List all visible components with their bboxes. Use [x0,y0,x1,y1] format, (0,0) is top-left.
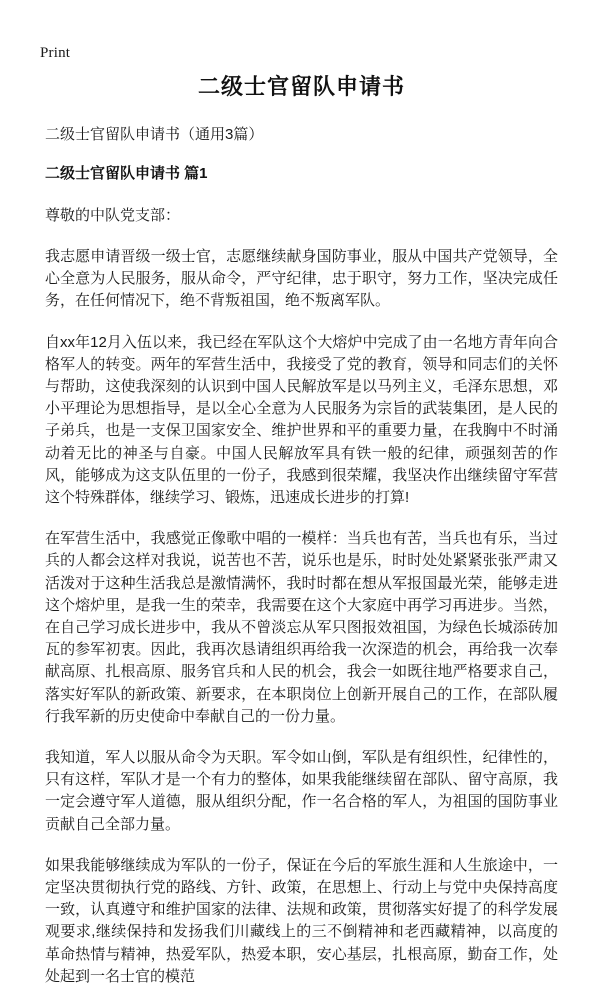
document-content [45,72,558,988]
print-label[interactable]: Print [40,45,71,61]
document-subtitle: 二级士官留队申请书（通用3篇） [45,126,264,143]
body-paragraph: 我知道，军人以服从命令为天职。军令如山倒，军队是有组织性，纪律性的，只有这样，军队才是一个有力的整体，如果我能继续留在部队、留守高原，我一定会遵守军人道德，服从组织分配，作一名合格的军人，为祖国的国防事业贡献自己全部力量。 [45,749,558,833]
page-title: 二级士官留队申请书 [197,74,405,99]
body-paragraph: 自xx年12月入伍以来，我已经在军队这个大熔炉中完成了由一名地方青年向合格军人的转变。两年的军营生活中，我接受了党的教育，领导和同志们的关怀与帮助，这使我深刻的认识到中国人民解放军是以马列主义，毛泽东思想，邓小平理论为思想指导，是以全心全意为人民服务为宗旨的武装集团，是人民的子弟兵，也是一支保卫国家安全、维护世界和平的重要力量，在我胸中不时涌动着无比的神圣与自豪。中国人民解放军具有铁一般的纪律，顽强刻苦的作风，能够成为这支队伍里的一份子，我感到很荣耀，我坚决作出继续留守军营这个特殊群体，继续学习、锻炼，迅速成长进步的打算! [45,333,558,507]
body-paragraph: 在军营生活中，我感觉正像歌中唱的一模样：当兵也有苦，当兵也有乐，当过兵的人都会这样对我说，说苦也不苦，说乐也是乐，时时处处紧紧张张严肃又活泼对于这种生活我总是激情满怀，我时时都在想从军报国最光荣，能够走进这个熔炉里，是我一生的荣幸，我需要在这个大家庭中再学习再进步。当然，在自己学习成长进步中，我从不曾淡忘从军只图报效祖国，为绿色长城添砖加瓦的参军初衷。因此，我再次恳请组织再给我一次深造的机会，再给我一次奉献高原、扎根高原、服务官兵和人民的机会，我会一如既往地严格要求自己，落实好军队的新政策、新要求，在本职岗位上创新开展自己的工作，在部队履行我军新的历史使命中奉献自己的一份力量。 [45,530,558,725]
body-paragraph: 我志愿申请晋级一级士官，志愿继续献身国防事业，服从中国共产党领导，全心全意为人民服务，服从命令，严守纪律，忠于职守，努力工作，坚决完成任务，在任何情况下，绝不背叛祖国，绝不叛离军队。 [45,248,558,310]
salutation: 尊敬的中队党支部： [45,207,181,224]
section-heading: 二级士官留队申请书 篇1 [45,165,208,182]
body-paragraph: 如果我能够继续成为军队的一份子，保证在今后的军旅生涯和人生旅途中，一定坚决贯彻执行党的路线、方针、政策，在思想上、行动上与党中央保持高度一致，认真遵守和维护国家的法律、法规和政策，贯彻落实好提了的科学发展观要求,继续保持和发扬我们川藏线上的三不倒精神和老西藏精神，以高度的革命热情与精神，热爱军队，热爱本职，安心基层，扎根高原，勤奋工作，处处起到一名士官的模范 [45,856,558,985]
